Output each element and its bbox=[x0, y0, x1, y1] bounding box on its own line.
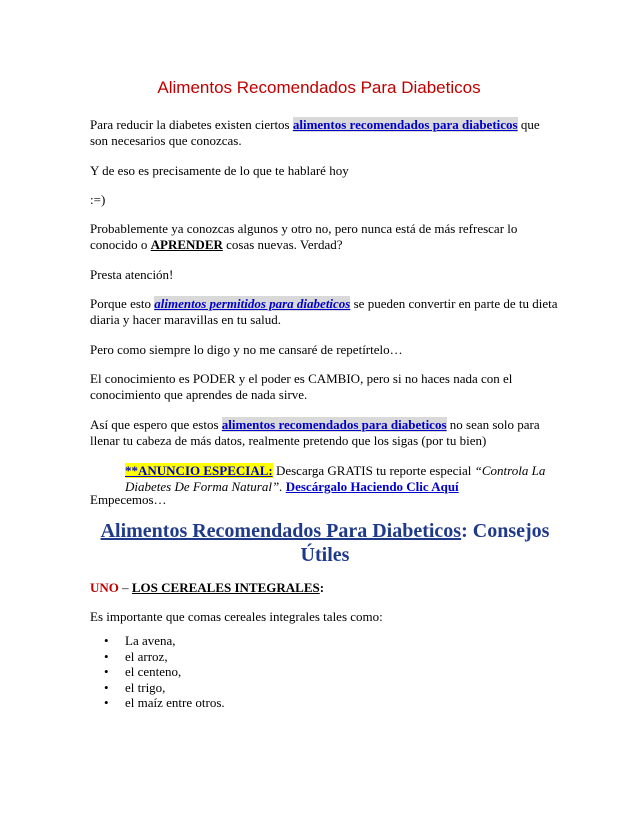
text: se pueden convertir en parte de tu dieta diaria y hacer maravillas en tu salud. bbox=[90, 296, 558, 327]
paragraph-8: El conocimiento es PODER y el poder es CAMBIO, pero si no haces nada con el conocimiento que aprendes de nada sirve. bbox=[90, 371, 513, 402]
section-label: LOS CEREALES INTEGRALES bbox=[131, 580, 320, 595]
text: que son necesarios que conozcas. bbox=[90, 117, 540, 148]
paragraph-5: Presta atención! bbox=[90, 267, 174, 282]
paragraph-7: Pero como siempre lo digo y no me cansaré de repetírtelo… bbox=[90, 342, 403, 357]
list-item: • el arroz, bbox=[90, 649, 225, 665]
paragraph-4 bbox=[90, 221, 560, 253]
list-item: • el trigo, bbox=[90, 680, 225, 696]
aprender-text: APRENDER bbox=[150, 237, 223, 252]
text: – bbox=[118, 580, 132, 595]
text: no sean solo para llenar tu cabeza de más datos, realmente pretendo que los sigas (por tu bien) bbox=[90, 417, 540, 448]
section-number: UNO bbox=[90, 580, 119, 595]
text: Probablemente ya conozcas algunos y otro no, pero nunca está de más refrescar lo conocido o bbox=[90, 221, 518, 252]
text: Descarga GRATIS tu reporte especial bbox=[272, 463, 475, 478]
report-title: “Controla La Diabetes De Forma Natural”. bbox=[125, 463, 546, 494]
cereal-list bbox=[90, 633, 225, 711]
heading-rest: : Consejos Útiles bbox=[300, 520, 550, 566]
list-item: • el centeno, bbox=[90, 664, 225, 680]
page-title: Alimentos Recomendados Para Diabeticos bbox=[157, 78, 481, 97]
paragraph-intro bbox=[90, 117, 560, 149]
announcement-tag: **ANUNCIO ESPECIAL: bbox=[125, 463, 273, 478]
section-heading bbox=[90, 519, 560, 567]
text: Porque esto bbox=[90, 296, 155, 311]
special-announcement bbox=[125, 463, 565, 495]
text: Así que espero que estos bbox=[90, 417, 222, 432]
list-item: • el maíz entre otros. bbox=[90, 695, 225, 711]
link-alimentos-recomendados[interactable]: alimentos recomendados para diabeticos bbox=[292, 117, 518, 132]
paragraph-9 bbox=[90, 417, 560, 449]
text: Para reducir la diabetes existen ciertos bbox=[90, 117, 293, 132]
section-title bbox=[90, 580, 324, 596]
text: : bbox=[319, 580, 325, 595]
paragraph-2: Y de eso es precisamente de lo que te hablaré hoy bbox=[90, 163, 349, 178]
paragraph-11: Es importante que comas cereales integrales tales como: bbox=[90, 609, 383, 624]
download-link[interactable]: Descárgalo Haciendo Clic Aquí bbox=[285, 479, 459, 494]
paragraph-3: :=) bbox=[90, 192, 106, 207]
text: cosas nuevas. Verdad? bbox=[222, 237, 343, 252]
list-item: • La avena, bbox=[90, 633, 225, 649]
paragraph-10: Empecemos… bbox=[90, 492, 167, 507]
link-alimentos-permitidos[interactable]: alimentos permitidos para diabeticos bbox=[154, 296, 351, 311]
heading-link[interactable]: Alimentos Recomendados Para Diabeticos bbox=[100, 520, 462, 542]
link-alimentos-recomendados-2[interactable]: alimentos recomendados para diabeticos bbox=[221, 417, 447, 432]
paragraph-6 bbox=[90, 296, 560, 328]
